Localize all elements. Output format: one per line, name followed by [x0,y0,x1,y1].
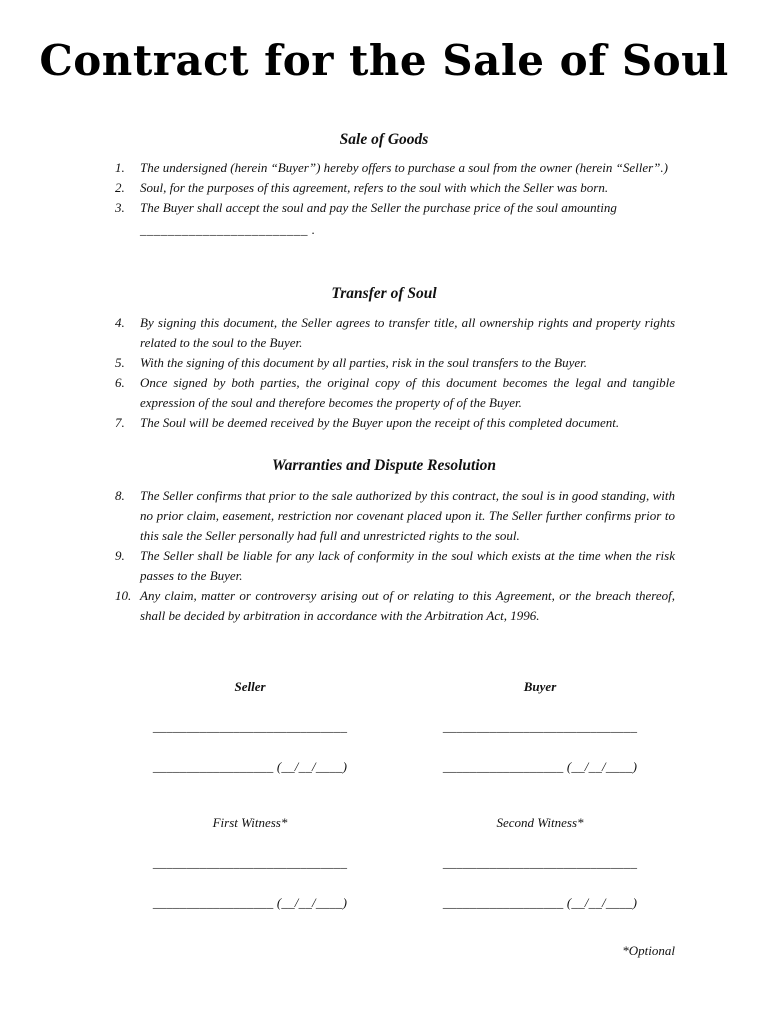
clause-list-sale-of-goods [115,158,675,240]
buyer-signature-line: _____________________________ [442,719,638,734]
seller-name-date-line: __________________ (__/__/____) [152,759,348,774]
clause-number: 2. [115,180,125,195]
buyer-name-date-line: __________________ (__/__/____) [442,759,638,774]
clause-number: 5. [115,355,125,370]
clause-4 [115,313,675,353]
section-heading-sale-of-goods: Sale of Goods [339,131,429,148]
clause-5 [115,353,675,373]
seller-label: Seller [234,679,266,694]
section-heading-transfer-of-soul: Transfer of Soul [331,285,437,302]
clause-1 [115,158,675,178]
clause-9 [115,546,675,586]
clause-text: Once signed by both parties, the original copy of this document becomes the legal and tangible expression of the soul and therefore becomes the property of of the Buyer. [140,375,675,410]
clause-number: 7. [115,415,125,430]
clause-6 [115,373,675,413]
purchase-price-blank: ________________________ . [140,222,316,237]
clause-number: 1. [115,160,125,175]
clause-number: 3. [115,200,125,215]
clause-text: The Soul will be deemed received by the Buyer upon the receipt of this completed document. [140,415,620,430]
section-heading-warranties: Warranties and Dispute Resolution [271,457,497,474]
first-witness-name-date-line: __________________ (__/__/____) [152,895,348,910]
second-witness-label: Second Witness* [496,815,584,830]
clause-10 [115,586,675,626]
clause-8 [115,486,675,546]
clause-7 [115,413,675,433]
clause-text: The Seller confirms that prior to the sale authorized by this contract, the soul is in good standing, with no prior claim, easement, restriction nor covenant placed upon it. The Seller further confirms prior to this sale the Seller personally had full and unrestricted rights to the soul. [140,488,675,543]
clause-text: The Seller shall be liable for any lack of conformity in the soul which exists at the time when the risk passes to the Buyer. [140,548,675,583]
clause-text: Any claim, matter or controversy arising out of or relating to this Agreement, or the breach thereof, shall be decided by arbitration in accordance with the Arbitration Act, 1996. [140,588,675,623]
clause-number: 10. [115,588,132,603]
second-witness-name-date-line: __________________ (__/__/____) [442,895,638,910]
clause-text: The Buyer shall accept the soul and pay the Seller the purchase price of the soul amounting [140,200,617,215]
clause-3 [115,198,675,240]
clause-number: 6. [115,375,125,390]
clause-number: 9. [115,548,125,563]
seller-signature-line: _____________________________ [152,719,348,734]
clause-list-warranties [115,486,675,626]
buyer-label: Buyer [523,679,557,694]
clause-text: Soul, for the purposes of this agreement, refers to the soul with which the Seller was born. [140,180,609,195]
first-witness-signature-line: _____________________________ [152,855,348,870]
clause-text: With the signing of this document by all parties, risk in the soul transfers to the Buyer. [140,355,588,370]
optional-footnote: *Optional [622,943,675,958]
clause-text: By signing this document, the Seller agrees to transfer title, all ownership rights and property rights related to the soul to the Buyer. [140,315,675,350]
first-witness-label: First Witness* [212,815,288,830]
clause-number: 8. [115,488,125,503]
contract-title: Contract for the Sale of Soul [39,36,729,85]
clause-list-transfer-of-soul [115,313,675,433]
clause-text: The undersigned (herein “Buyer”) hereby offers to purchase a soul from the owner (herein “Seller”.) [140,160,668,175]
clause-number: 4. [115,315,125,330]
clause-2 [115,178,675,198]
second-witness-signature-line: _____________________________ [442,855,638,870]
